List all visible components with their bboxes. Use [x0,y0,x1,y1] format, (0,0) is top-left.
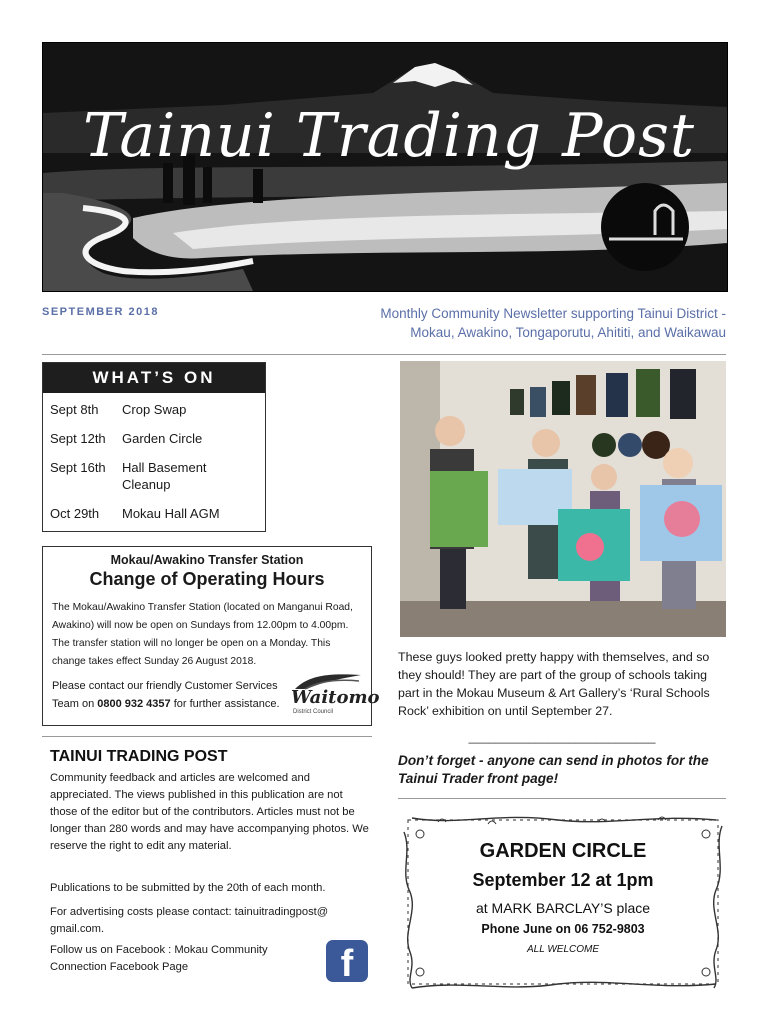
trading-post-paragraph: For advertising costs please contact: tainuitradingpost@ gmail.com. [50,906,329,935]
photo-illustration [400,361,726,637]
contact-prefix: Please contact our friendly Customer Services Team on [52,680,278,710]
trading-post-paragraph: Community feedback and articles are welcomed and appreciated. The views published in this publication are not those of the editor but of the contributors. Articles must not be longer than 280 words and may have accompanying photos. We reserve the right to edit any material. [50,772,369,852]
transfer-station-notice [42,546,380,726]
facebook-icon[interactable]: f [326,940,368,982]
garden-circle-phone: Phone June on 06 752-9803 [481,922,645,936]
event-name: Mokau Hall AGM [122,506,220,521]
garden-circle-place: at MARK BARCLAY’S place [475,900,651,916]
tagline-line-2: Mokau, Awakino, Tongaporutu, Ahititi, and Waikawau [410,325,726,340]
masthead-banner [42,42,728,292]
trading-post-heading: TAINUI TRADING POST [50,748,228,765]
waitomo-logo-text: Waitomo [291,687,380,708]
transfer-station-body: The Mokau/Awakino Transfer Station (located on Manganui Road, Awakino) will now be open on Sundays from 12.00pm to 4.00pm. The transfer station will no longer be open on a Monday. This change takes effect Sunday 26 August 2018. [52,602,353,667]
issue-date: SEPTEMBER 2018 [42,306,159,318]
contact-phone: 0800 932 4357 [97,698,171,710]
contact-suffix: for further assistance. [170,698,280,710]
masthead-title: Tainui Trading Post [83,101,696,171]
tagline-line-1: Monthly Community Newsletter supporting Tainui District - [380,306,726,321]
event-name: Garden Circle [122,431,203,446]
photo-caption: These guys looked pretty happy with themselves, and so they should! They are part of the group of schools taking part in the Mokau Museum & Art Gallery’s ‘Rural Schools Rock’ exhibition on until September 27. [398,650,710,718]
waitomo-logo-subtext: District Council [293,709,334,715]
photo-submission-note: Don’t forget - anyone can send in photos for the Tainui Trader front page! [398,753,709,786]
trading-post-paragraph: Publications to be submitted by the 20th of each month. [50,882,326,894]
event-date: Sept 12th [50,431,106,446]
newsletter-tagline [326,304,726,342]
divider [42,736,372,737]
garden-circle-welcome: ALL WELCOME [526,944,600,955]
event-date: Oct 29th [50,506,100,521]
event-date: Sept 16th [50,460,106,475]
event-name: Crop Swap [122,402,187,417]
transfer-station-contact [52,677,282,713]
children-artwork-photo [400,361,726,637]
garden-circle-notice [398,812,728,992]
waitomo-logo [289,671,380,717]
transfer-station-title: Change of Operating Hours [89,569,325,589]
whats-on-heading: WHAT’S ON [43,363,265,393]
event-date: Sept 8th [50,402,99,417]
trading-post-paragraph: Follow us on Facebook : Mokau Community Connection Facebook Page [50,944,268,973]
divider [398,798,726,799]
whats-on-box [42,362,266,532]
separator-line: ____________________________ [468,730,656,744]
divider [42,354,726,355]
event-name: Hall Basement Cleanup [122,460,207,492]
garden-circle-title: GARDEN CIRCLE [479,840,647,862]
transfer-station-heading: Mokau/Awakino Transfer Station [110,553,304,567]
garden-circle-date: September 12 at 1pm [472,870,654,890]
